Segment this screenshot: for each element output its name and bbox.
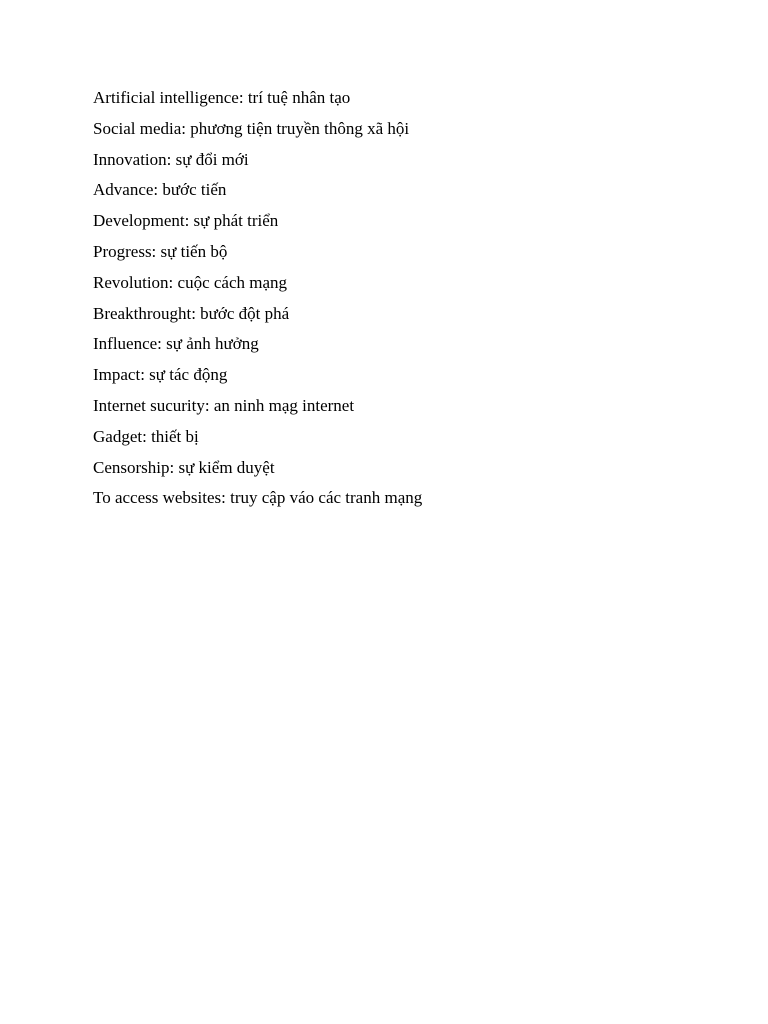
vocab-line: Innovation: sự đổi mới [93,149,249,169]
vocab-line: Progress: sự tiến bộ [93,241,228,261]
vocab-line: Artificial intelligence: trí tuệ nhân tạo [93,88,351,107]
vocab-line: To access websites: truy cập váo các tranh mạng [93,488,423,508]
vocab-line: Impact: sự tác động [93,365,228,385]
vocab-line: Gadget: thiết bị [93,426,199,446]
vocab-line: Development: sự phát triển [93,211,279,231]
vocab-line: Censorship: sự kiểm duyệt [93,457,275,477]
vocab-line: Advance: bước tiến [93,180,227,200]
vocab-line: Influence: sự ảnh hưởng [93,334,259,354]
vocab-line: Revolution: cuộc cách mạng [93,272,288,292]
vocabulary-list [93,84,422,515]
vocab-line: Social media: phương tiện truyền thông xã hội [93,118,410,138]
vocab-line: Internet sucurity: an ninh mạg internet [93,395,355,415]
vocab-line: Breakthrought: bước đột phá [93,303,290,323]
